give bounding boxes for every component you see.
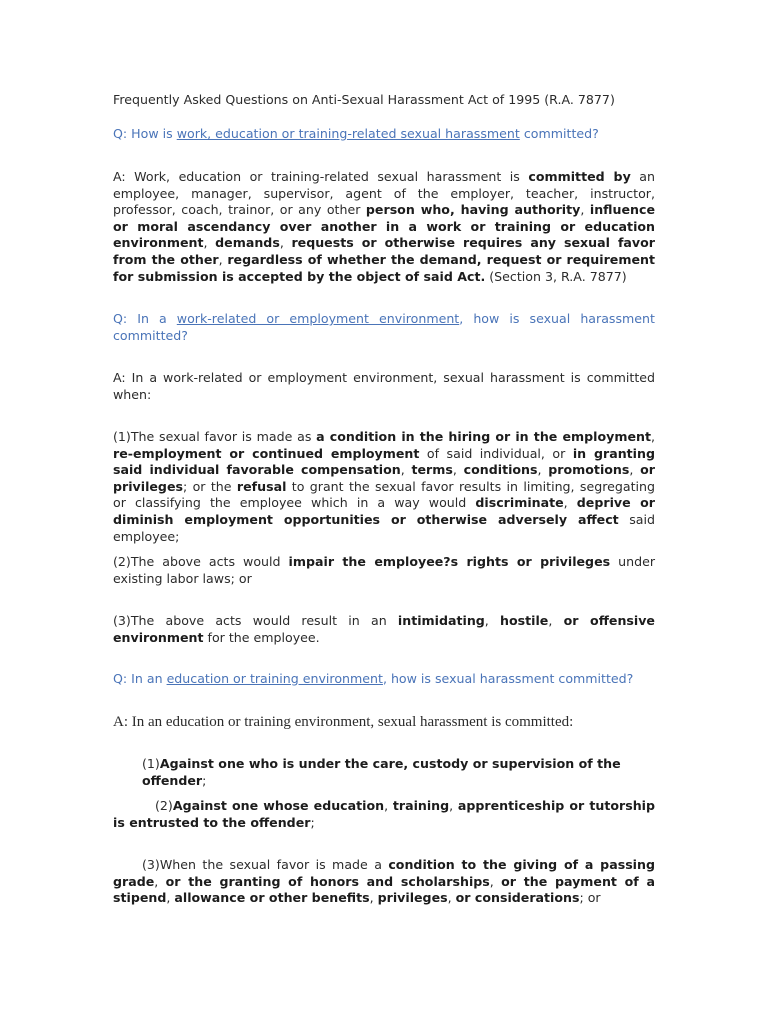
work-item-1-text: , xyxy=(629,462,641,478)
education-item-2 xyxy=(113,798,655,831)
education-item-3-bold: allowance or other benefits xyxy=(174,890,370,906)
answer-3: A: In an education or training environment, sexual harassment is committed: xyxy=(113,714,574,730)
work-item-1 xyxy=(113,429,655,545)
education-item-3-text: (3)When the sexual favor is made a xyxy=(142,857,389,872)
work-item-1-text: ; or the xyxy=(182,478,237,494)
education-item-3-bold: or the granting of honors and scholarships xyxy=(165,873,490,889)
answer-1-bold: influence or moral ascendancy over another in a work or training or education environment xyxy=(113,202,655,251)
work-item-1-bold: or privileges xyxy=(113,462,656,494)
education-item-3-bold: or the payment of a stipend xyxy=(113,873,655,906)
work-item-1-text: , xyxy=(400,462,412,478)
answer-1-text: , xyxy=(218,251,228,267)
education-item-3-text: , xyxy=(154,873,166,889)
work-item-1-text: said employee; xyxy=(113,511,655,544)
education-item-3-text: , xyxy=(489,873,502,889)
education-item-2-text: (2) xyxy=(155,798,173,813)
work-item-3-text: , xyxy=(484,613,501,628)
education-item-3-bold: condition to the giving of a passing grade xyxy=(113,857,655,889)
education-item-1 xyxy=(113,756,655,789)
answer-1-bold: requests or otherwise requires any sexual favor from the other xyxy=(113,235,655,267)
work-item-3 xyxy=(113,613,655,646)
work-item-1-bold: discriminate xyxy=(475,495,564,511)
work-item-2-bold: impair the employee?s rights or privileges xyxy=(288,554,611,569)
education-item-2-bold: Against one whose education xyxy=(172,798,385,813)
answer-1-bold: committed by xyxy=(528,169,631,184)
education-item-2-bold: apprenticeship or tutorship is entrusted to the offender xyxy=(113,798,656,830)
work-item-1-text: , xyxy=(452,462,464,478)
work-item-1-bold: conditions xyxy=(463,462,538,478)
education-item-1-text: ; xyxy=(202,772,207,788)
question-1 xyxy=(113,126,655,143)
education-item-2-bold: training xyxy=(392,798,450,813)
education-item-3-text: , xyxy=(447,890,456,906)
work-item-3-bold: intimidating xyxy=(397,613,485,628)
education-item-3-bold: or considerations xyxy=(455,890,580,906)
question-3 xyxy=(113,671,655,688)
answer-1 xyxy=(113,169,655,285)
work-item-1-text: of said individual, or xyxy=(419,445,573,461)
work-item-3-text: for the employee. xyxy=(203,629,320,645)
answer-1-text: , xyxy=(580,202,590,218)
question-3-prefix: Q: In an xyxy=(113,671,167,686)
answer-1-bold: regardless of whether the demand, request or requirement for submission is accepted by the object of said Act. xyxy=(113,251,655,284)
work-item-1-bold: refusal xyxy=(236,478,287,494)
work-item-1-text: , xyxy=(537,462,549,478)
education-item-3-text: ; or xyxy=(579,890,601,906)
work-item-1-text: (1)The sexual favor is made as xyxy=(113,429,317,444)
education-item-3-bold: privileges xyxy=(377,890,448,906)
work-item-1-bold: in granting said individual favorable compensation xyxy=(113,445,655,478)
work-item-2-text: under existing labor laws; or xyxy=(113,554,656,586)
question-1-prefix: Q: How is xyxy=(113,126,177,141)
answer-1-bold: person who, having authority xyxy=(365,202,581,218)
education-item-3-text: , xyxy=(166,890,175,906)
question-1-link[interactable]: work, education or training-related sexual harassment xyxy=(176,126,520,141)
work-item-1-bold: re-employment or continued employment xyxy=(113,445,420,461)
education-item-1-bold: Against one who is under the care, custody or supervision of the offender xyxy=(142,756,621,788)
education-item-2-text: , xyxy=(449,798,458,813)
question-1-suffix: committed? xyxy=(519,126,599,141)
work-item-1-text: to grant the sexual favor results in limiting, segregating or classifying the employee which in a way would xyxy=(113,478,655,511)
work-item-3-bold: hostile xyxy=(500,613,549,628)
work-item-2-text: (2)The above acts would xyxy=(113,554,289,569)
question-2-link[interactable]: work-related or employment environment xyxy=(176,311,460,326)
answer-1-text: , xyxy=(203,235,216,251)
education-item-3 xyxy=(113,857,655,907)
answer-2: A: In a work-related or employment environment, sexual harassment is committed when: xyxy=(113,370,655,402)
education-item-3-text: , xyxy=(369,890,378,906)
work-item-2 xyxy=(113,554,655,587)
education-item-2-text: , xyxy=(384,798,393,813)
work-item-3-bold: or offensive environment xyxy=(113,613,655,645)
answer-1-text: A: Work, education or training-related sexual harassment is xyxy=(113,169,529,184)
question-2-prefix: Q: In a xyxy=(113,311,177,326)
answer-1-text: , xyxy=(279,235,292,251)
question-2 xyxy=(113,311,655,344)
education-item-2-text: ; xyxy=(310,814,315,830)
work-item-3-text: (3)The above acts would result in an xyxy=(113,613,398,628)
answer-1-text: an employee, manager, supervisor, agent of the employer, teacher, instructor, professor, coach, trainor, or any other xyxy=(113,169,655,218)
answer-1-bold: demands xyxy=(215,235,280,251)
work-item-3-text: , xyxy=(548,613,564,628)
work-item-1-bold: deprive or diminish employment opportunities or otherwise adversely affect xyxy=(113,495,655,527)
work-item-1-bold: terms xyxy=(411,462,453,478)
education-item-1-text: (1) xyxy=(142,756,160,771)
document-title: Frequently Asked Questions on Anti-Sexual Harassment Act of 1995 (R.A. 7877) xyxy=(113,92,615,107)
work-item-1-bold: promotions xyxy=(548,462,630,478)
question-2-suffix: , how is sexual harassment committed? xyxy=(113,311,655,343)
question-3-suffix: , how is sexual harassment committed? xyxy=(382,671,634,686)
work-item-1-bold: a condition in the hiring or in the employment xyxy=(316,429,651,444)
question-3-link[interactable]: education or training environment xyxy=(166,671,383,686)
work-item-1-text: , xyxy=(563,495,577,511)
answer-1-citation: (Section 3, R.A. 7877) xyxy=(485,268,627,284)
work-item-1-text: , xyxy=(650,429,655,444)
